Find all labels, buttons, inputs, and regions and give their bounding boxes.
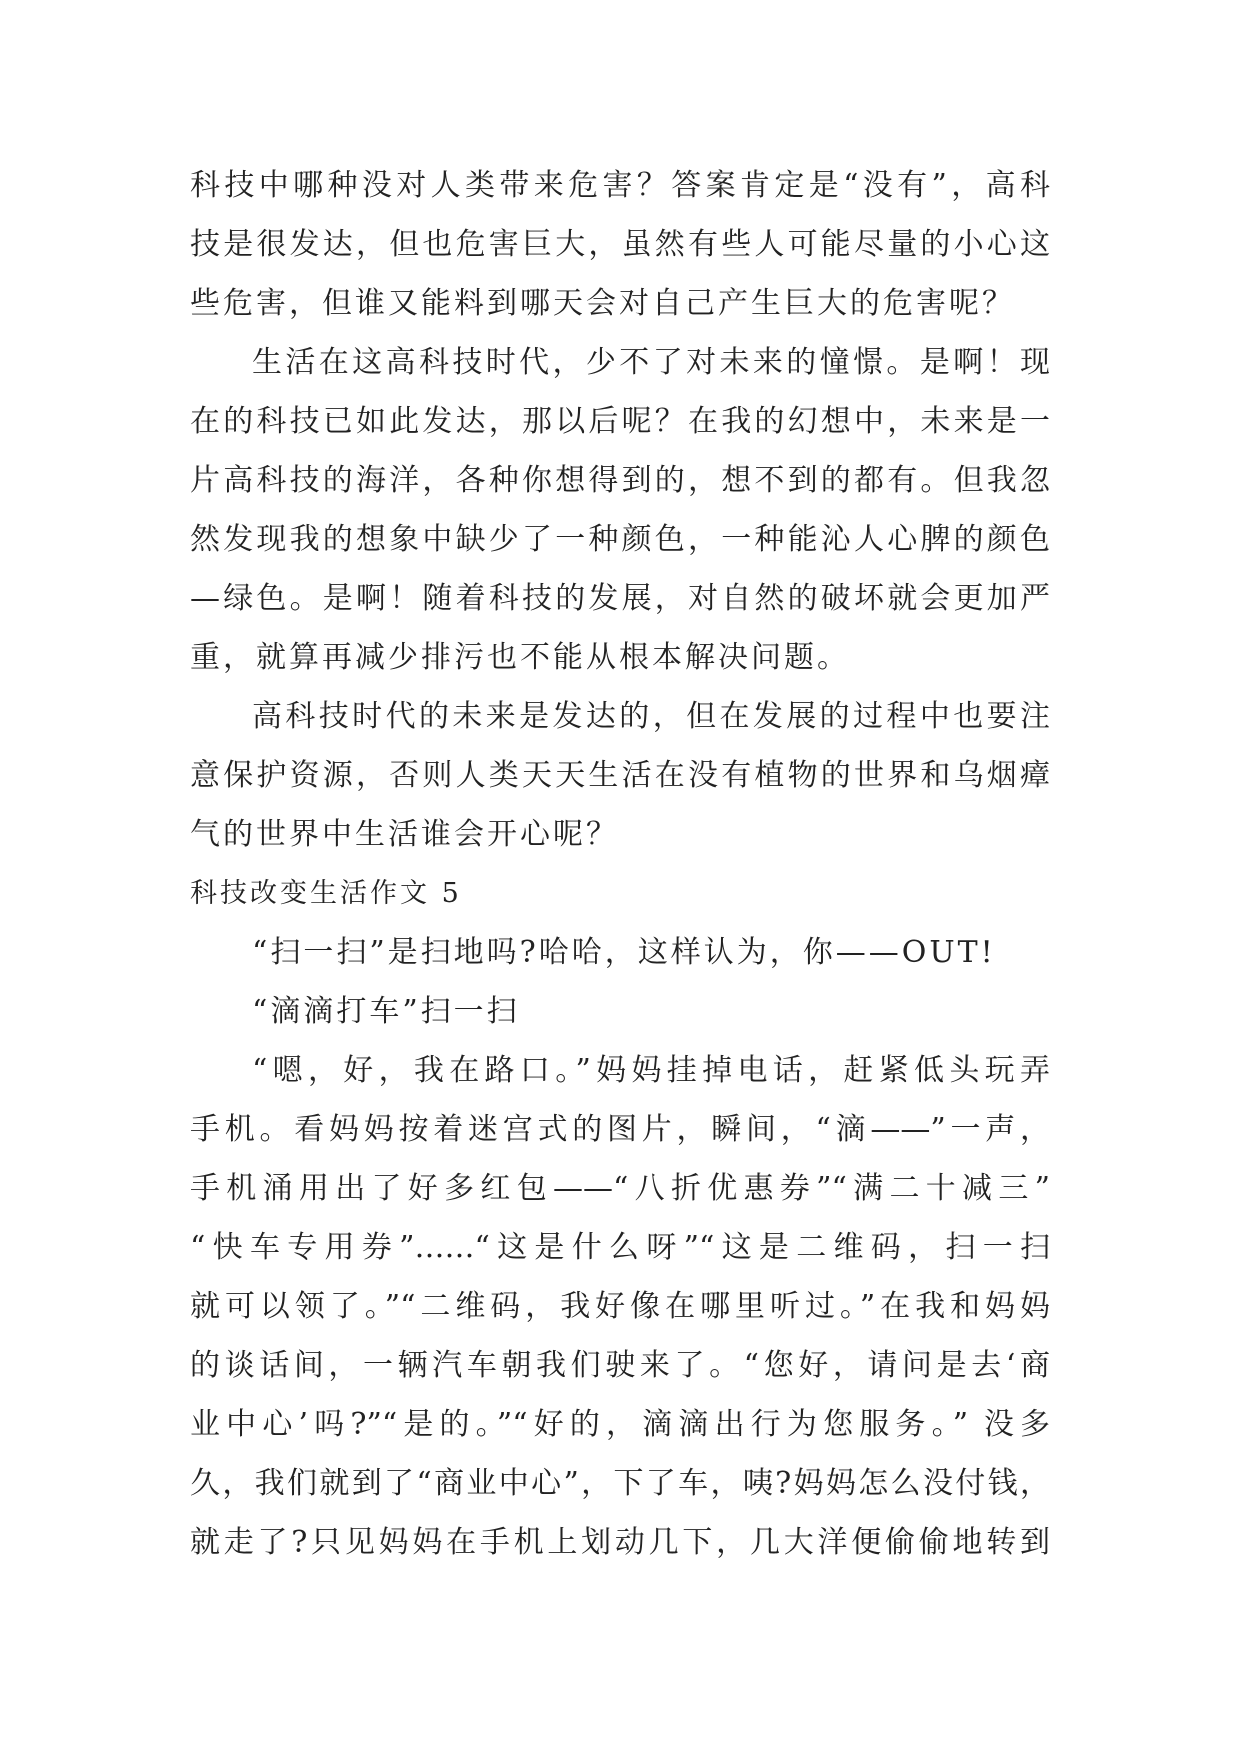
text-line: —绿色。是啊！随着科技的发展，对自然的破坏就会更加严 <box>190 581 1050 616</box>
text-line: “扫一扫”是扫地吗?哈哈，这样认为，你——OUT! <box>252 935 996 970</box>
text-line: 片高科技的海洋，各种你想得到的，想不到的都有。但我忽 <box>190 463 1050 498</box>
text-line: 的谈话间，一辆汽车朝我们驶来了。“您好，请问是去‘商 <box>190 1348 1050 1383</box>
text-line: 手机。看妈妈按着迷宫式的图片，瞬间，“滴——”一声， <box>190 1112 1050 1147</box>
text-line: “嗯，好，我在路口。”妈妈挂掉电话，赶紧低头玩弄 <box>252 1053 1050 1088</box>
text-line: 在的科技已如此发达，那以后呢？在我的幻想中，未来是一 <box>190 404 1050 439</box>
paragraph <box>190 156 1050 333</box>
paragraph <box>190 982 1050 1041</box>
text-line: 重，就算再减少排污也不能从根本解决问题。 <box>190 640 850 675</box>
document-body <box>190 156 1050 1572</box>
text-line: 手机涌用出了好多红包——“八折优惠券”“满二十减三” <box>190 1171 1050 1206</box>
text-line: 些危害，但谁又能料到哪天会对自己产生巨大的危害呢？ <box>190 286 1015 321</box>
essay-title: 科技改变生活作文 5 <box>190 878 462 909</box>
text-line: 技是很发达，但也危害巨大，虽然有些人可能尽量的小心这 <box>190 227 1050 262</box>
text-line: 就可以领了。”“二维码，我好像在哪里听过。”在我和妈妈 <box>190 1289 1050 1324</box>
text-line: 科技中哪种没对人类带来危害？答案肯定是“没有”，高科 <box>190 168 1050 203</box>
text-line: 高科技时代的未来是发达的，但在发展的过程中也要注 <box>252 699 1050 734</box>
text-line: 久，我们就到了“商业中心”，下了车，咦?妈妈怎么没付钱， <box>190 1466 1050 1501</box>
text-line: 就走了?只见妈妈在手机上划动几下，几大洋便偷偷地转到 <box>190 1525 1050 1560</box>
text-line: 业中心’吗?”“是的。”“好的，滴滴出行为您服务。” 没多 <box>190 1407 1050 1442</box>
text-line: 气的世界中生活谁会开心呢？ <box>190 817 619 852</box>
paragraph <box>190 1041 1050 1572</box>
paragraph <box>190 687 1050 864</box>
text-line: 生活在这高科技时代，少不了对未来的憧憬。是啊！现 <box>252 345 1050 380</box>
text-line: 然发现我的想象中缺少了一种颜色，一种能沁人心脾的颜色 <box>190 522 1050 557</box>
paragraph <box>190 333 1050 687</box>
paragraph <box>190 923 1050 982</box>
text-line: “滴滴打车”扫一扫 <box>252 994 520 1029</box>
text-line: “快车专用券”……“这是什么呀”“这是二维码，扫一扫 <box>190 1230 1050 1265</box>
text-line: 意保护资源，否则人类天天生活在没有植物的世界和乌烟瘴 <box>190 758 1050 793</box>
